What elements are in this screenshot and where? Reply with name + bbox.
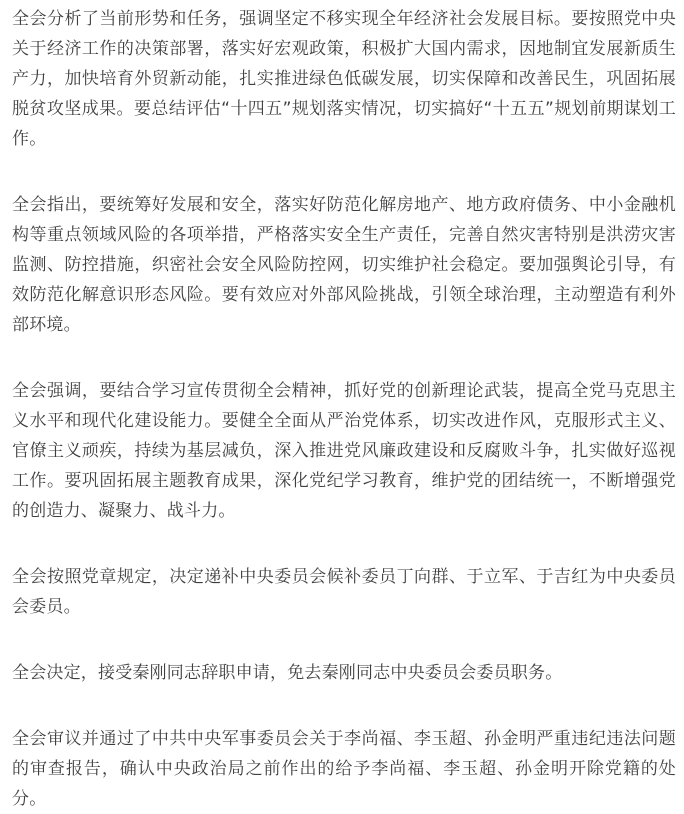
paragraph-review-report: 全会审议并通过了中共中央军事委员会关于李尚福、李玉超、孙金明严重违纪违法问题的审查报告，确认中央政治局之前作出的给予李尚福、李玉超、孙金明开除党籍的处分。 bbox=[12, 729, 676, 809]
paragraph-committee-members: 全会按照党章规定，决定递补中央委员会候补委员丁向群、于立军、于吉红为中央委员会委员。 bbox=[12, 567, 676, 617]
paragraph-resignation: 全会决定，接受秦刚同志辞职申请，免去秦刚同志中央委员会委员职务。 bbox=[12, 663, 563, 683]
paragraph-economy: 全会分析了当前形势和任务，强调坚定不移实现全年经济社会发展目标。要按照党中央关于经济工作的决策部署，落实好宏观政策，积极扩大国内需求，因地制宜发展新质生产力，加快培育外贸新动能，扎实推进绿色低碳发展，切实保障和改善民生，巩固拓展脱贫攻坚成果。要总结评估“十四五”规划落实情况，切实搞好“十五五”规划前期谋划工作。 bbox=[12, 9, 676, 149]
paragraph-party-building: 全会强调，要结合学习宣传贯彻全会精神，抓好党的创新理论武装，提高全党马克思主义水平和现代化建设能力。要健全全面从严治党体系，切实改进作风，克服形式主义、官僚主义顽疾，持续为基层减负，深入推进党风廉政建设和反腐败斗争，扎实做好巡视工作。要巩固拓展主题教育成果，深化党纪学习教育，维护党的团结统一，不断增强党的创造力、凝聚力、战斗力。 bbox=[12, 381, 676, 521]
paragraph-security: 全会指出，要统筹好发展和安全，落实好防范化解房地产、地方政府债务、中小金融机构等重点领域风险的各项举措，严格落实安全生产责任，完善自然灾害特别是洪涝灾害监测、防控措施，织密社会安全风险防控网，切实维护社会稳定。要加强舆论引导，有效防范化解意识形态风险。要有效应对外部风险挑战，引领全球治理，主动塑造有利外部环境。 bbox=[12, 195, 676, 335]
